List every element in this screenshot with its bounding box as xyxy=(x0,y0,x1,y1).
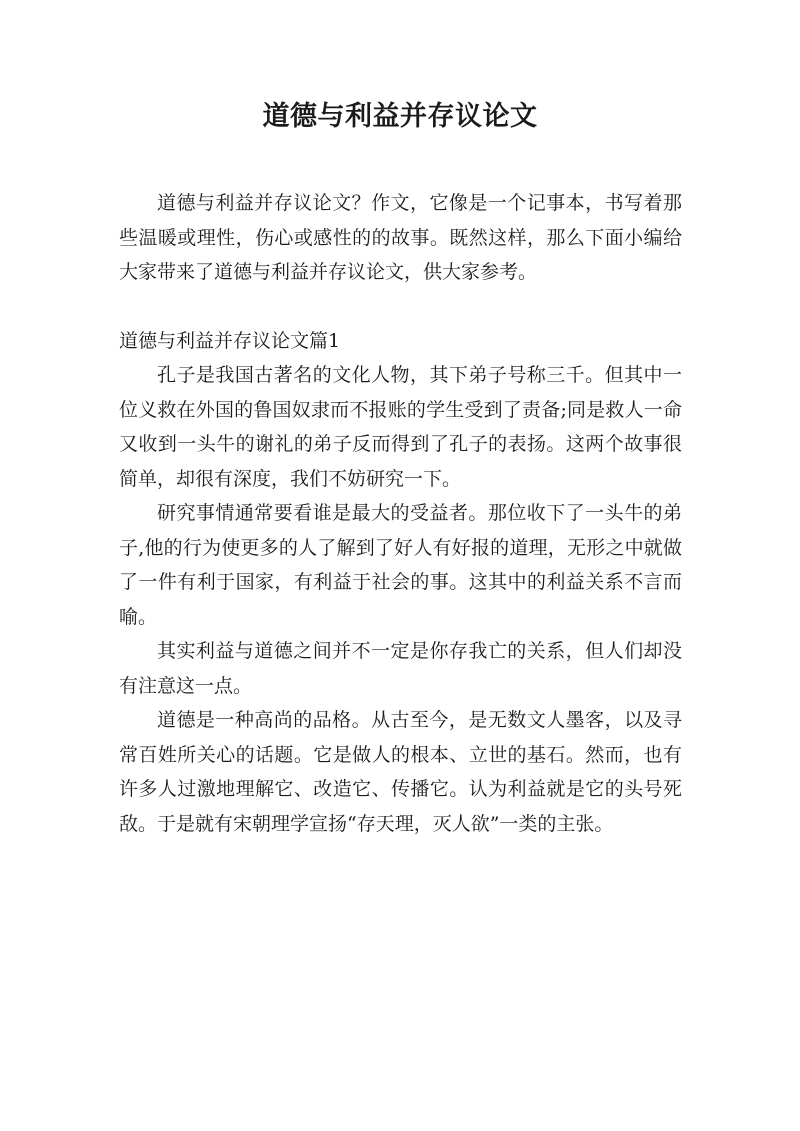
body-paragraph: 其实利益与道德之间并不一定是你存我亡的关系，但人们却没有注意这一点。 xyxy=(119,640,682,697)
document-body xyxy=(119,186,682,841)
body-paragraph: 孔子是我国古著名的文化人物，其下弟子号称三千。但其中一位义救在外国的鲁国奴隶而不报账的学生受到了责备;同是救人一命又收到一头牛的谢礼的弟子反而得到了孔子的表扬。这两个故事很简单，却很有深度，我们不妨研究一下。 xyxy=(119,364,682,490)
document-title: 道德与利益并存议论文 xyxy=(262,101,538,132)
body-paragraph: 道德是一种高尚的品格。从古至今，是无数文人墨客，以及寻常百姓所关心的话题。它是做人的根本、立世的基石。然而，也有许多人过激地理解它、改造它、传播它。认为利益就是它的头号死敌。于是就有宋朝理学宣扬“存天理，灭人欲”一类的主张。 xyxy=(119,709,682,835)
intro-paragraph: 道德与利益并存议论文？作文，它像是一个记事本，书写着那些温暖或理性，伤心或感性的的故事。既然这样，那么下面小编给大家带来了道德与利益并存议论文，供大家参考。 xyxy=(119,192,682,283)
section-heading: 道德与利益并存议论文篇1 xyxy=(119,329,341,352)
body-paragraph: 研究事情通常要看谁是最大的受益者。那位收下了一头牛的弟子,他的行为使更多的人了解到了好人有好报的道理，无形之中就做了一件有利于国家，有利益于社会的事。这其中的利益关系不言而喻。 xyxy=(119,502,682,628)
